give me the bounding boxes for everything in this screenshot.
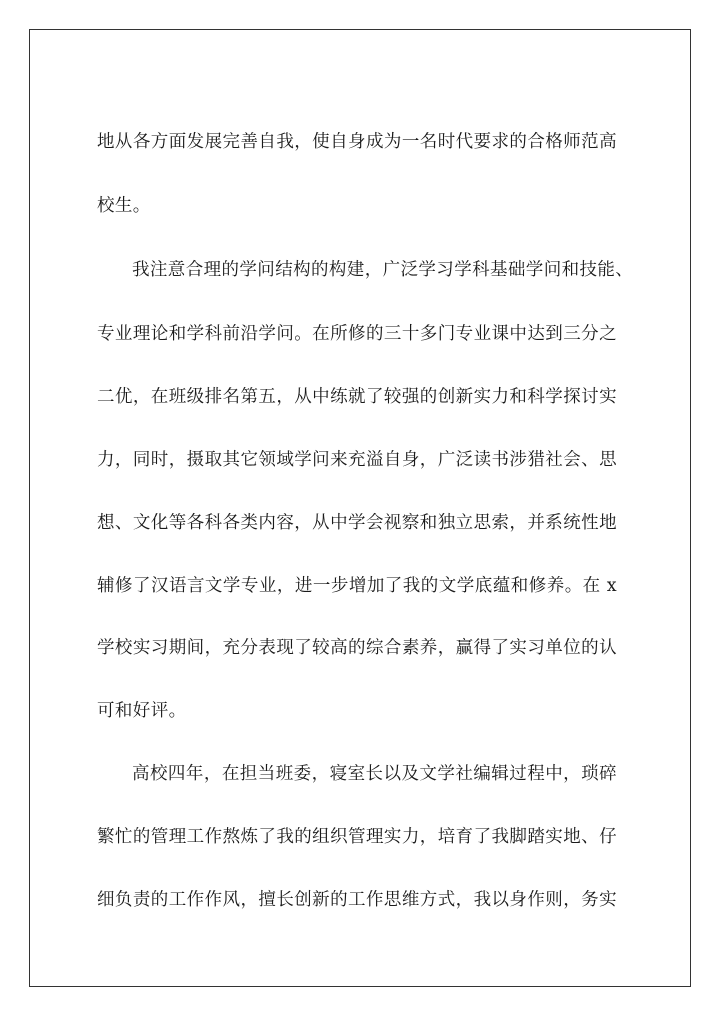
paragraph-line: 校生。 — [97, 196, 151, 216]
paragraph-line: 高校四年，在担当班委，寝室长以及文学社编辑过程中，琐碎 — [132, 764, 617, 784]
paragraph-line: 地从各方面发展完善自我，使自身成为一名时代要求的合格师范高 — [97, 132, 617, 152]
paragraph-line: 细负责的工作作风，擅长创新的工作思维方式，我以身作则，务实 — [97, 890, 617, 910]
paragraph-line: 力，同时，摄取其它领域学问来充溢自身，广泛读书涉猎社会、思 — [97, 450, 617, 470]
paragraph-line: 想、文化等各科各类内容，从中学会视察和独立思索，并系统性地 — [97, 513, 617, 533]
paragraph-line: 我注意合理的学问结构的构建，广泛学习学科基础学问和技能、 — [132, 260, 634, 280]
paragraph-line: 学校实习期间，充分表现了较高的综合素养，赢得了实习单位的认 — [97, 638, 617, 658]
paragraph-line: 专业理论和学科前沿学问。在所修的三十多门专业课中达到三分之 — [97, 324, 617, 344]
paragraph-line: 繁忙的管理工作熬炼了我的组织管理实力，培育了我脚踏实地、仔 — [97, 827, 617, 847]
paragraph-line: 二优，在班级排名第五，从中练就了较强的创新实力和科学探讨实 — [97, 387, 617, 407]
paragraph-line: 辅修了汉语言文学专业，进一步增加了我的文学底蕴和修养。在 x — [97, 576, 617, 596]
paragraph-line: 可和好评。 — [97, 701, 187, 721]
